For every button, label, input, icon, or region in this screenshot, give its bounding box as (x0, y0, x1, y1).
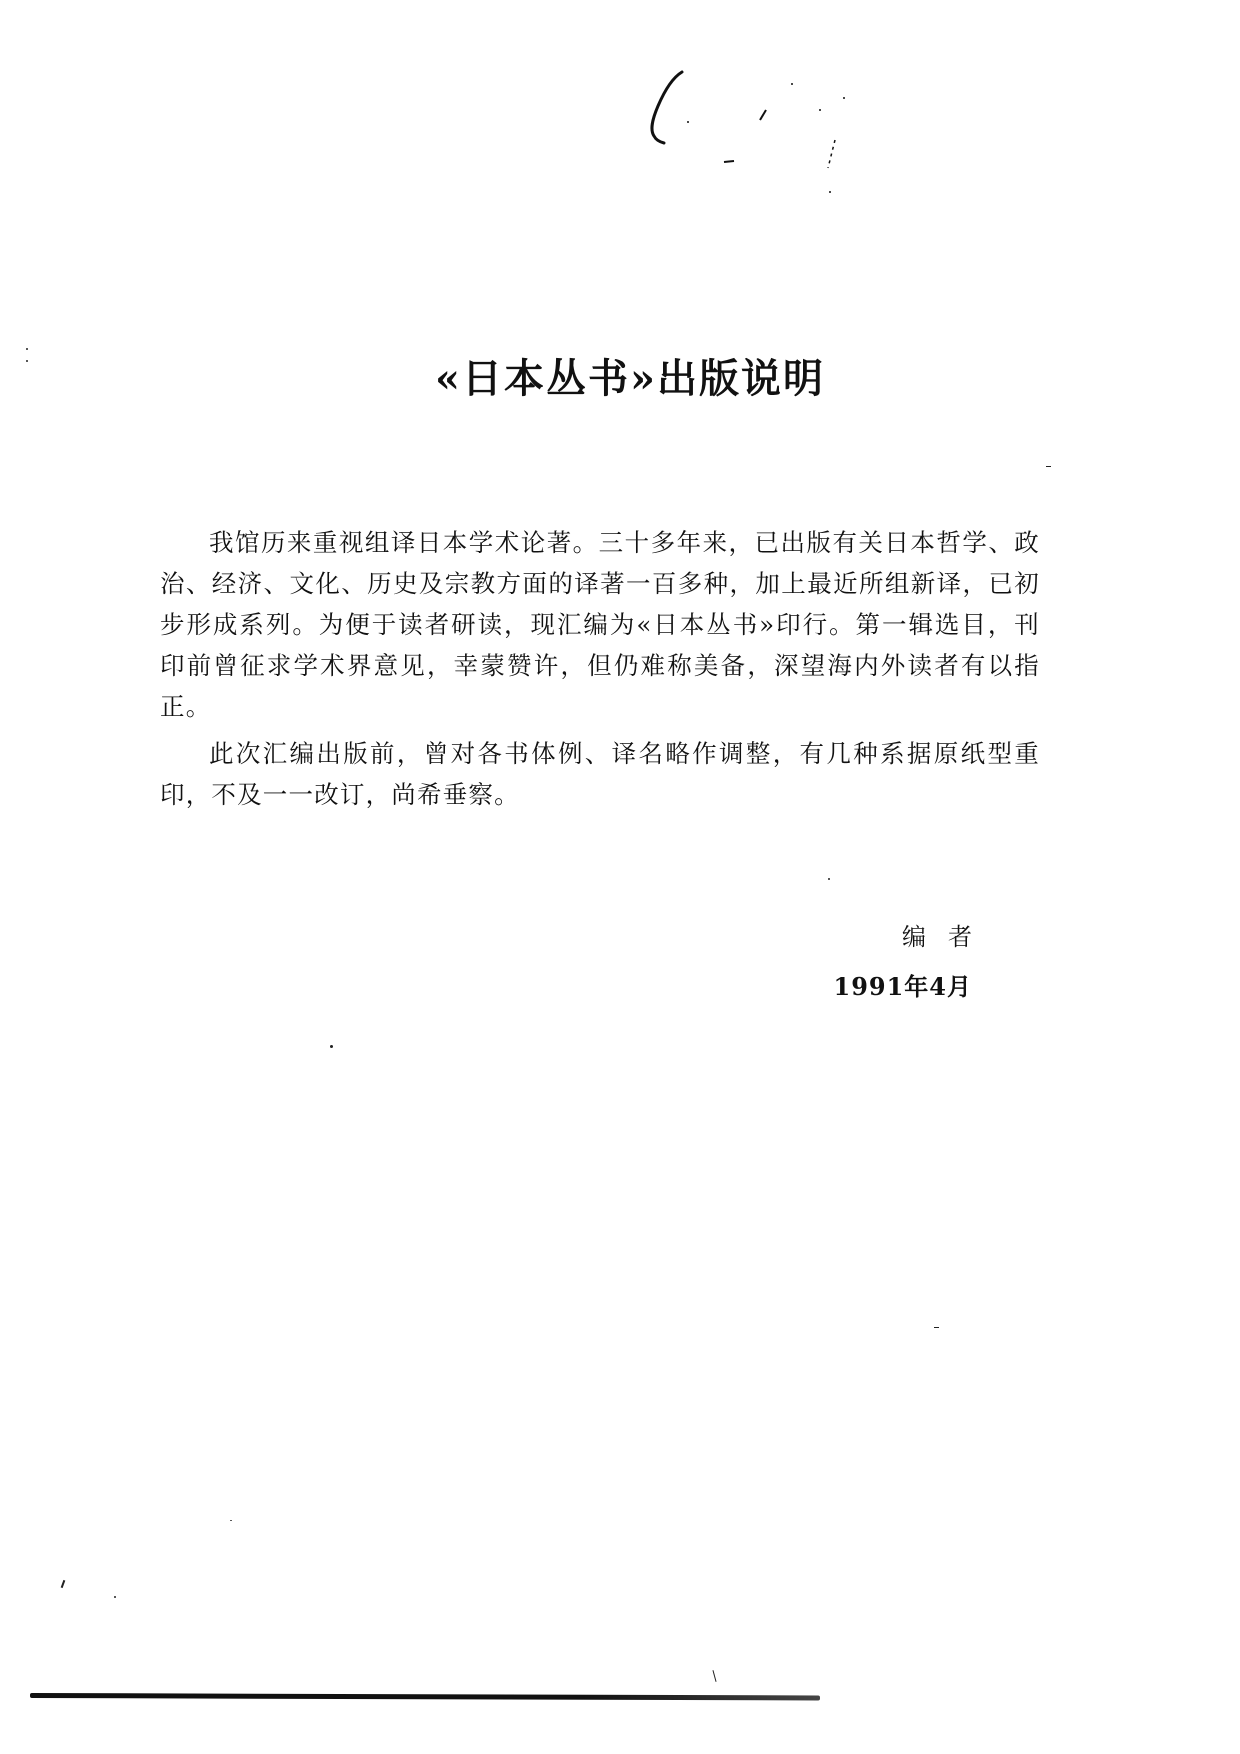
signature-date: 1991年4月 (833, 972, 972, 1001)
scan-speck (828, 878, 830, 880)
scan-speck (61, 1580, 66, 1588)
scan-speck (26, 348, 28, 350)
handwritten-scribble-icon (620, 50, 880, 220)
scan-speck (330, 1045, 333, 1048)
signature-author: 编者 (902, 923, 994, 951)
signature-block (833, 912, 994, 1012)
scan-speck (114, 1596, 116, 1598)
page-title: «日本丛书»出版说明 (435, 354, 825, 402)
paragraph: 我馆历来重视组译日本学术论著。三十多年来，已出版有关日本哲学、政治、经济、文化、历史及宗教方面的译著一百多种，加上最近所组新译，已初步形成系列。为便于读者研读，现汇编为«日本丛书»印行。第一辑选目，刊印前曾征求学术界意见，幸蒙赞许，但仍难称美备，深望海内外读者有以指正。 (160, 528, 1040, 721)
paragraph: 此次汇编出版前，曾对各书体例、译名略作调整，有几种系据原纸型重印，不及一一改订，尚希垂察。 (160, 739, 1040, 809)
scan-speck (1046, 466, 1051, 467)
scan-speck (230, 1520, 232, 1521)
footer-rule (30, 1693, 820, 1700)
body-text (160, 522, 1040, 815)
scan-speck (26, 360, 28, 362)
scan-speck (934, 1327, 939, 1328)
scan-speck (712, 1670, 716, 1682)
